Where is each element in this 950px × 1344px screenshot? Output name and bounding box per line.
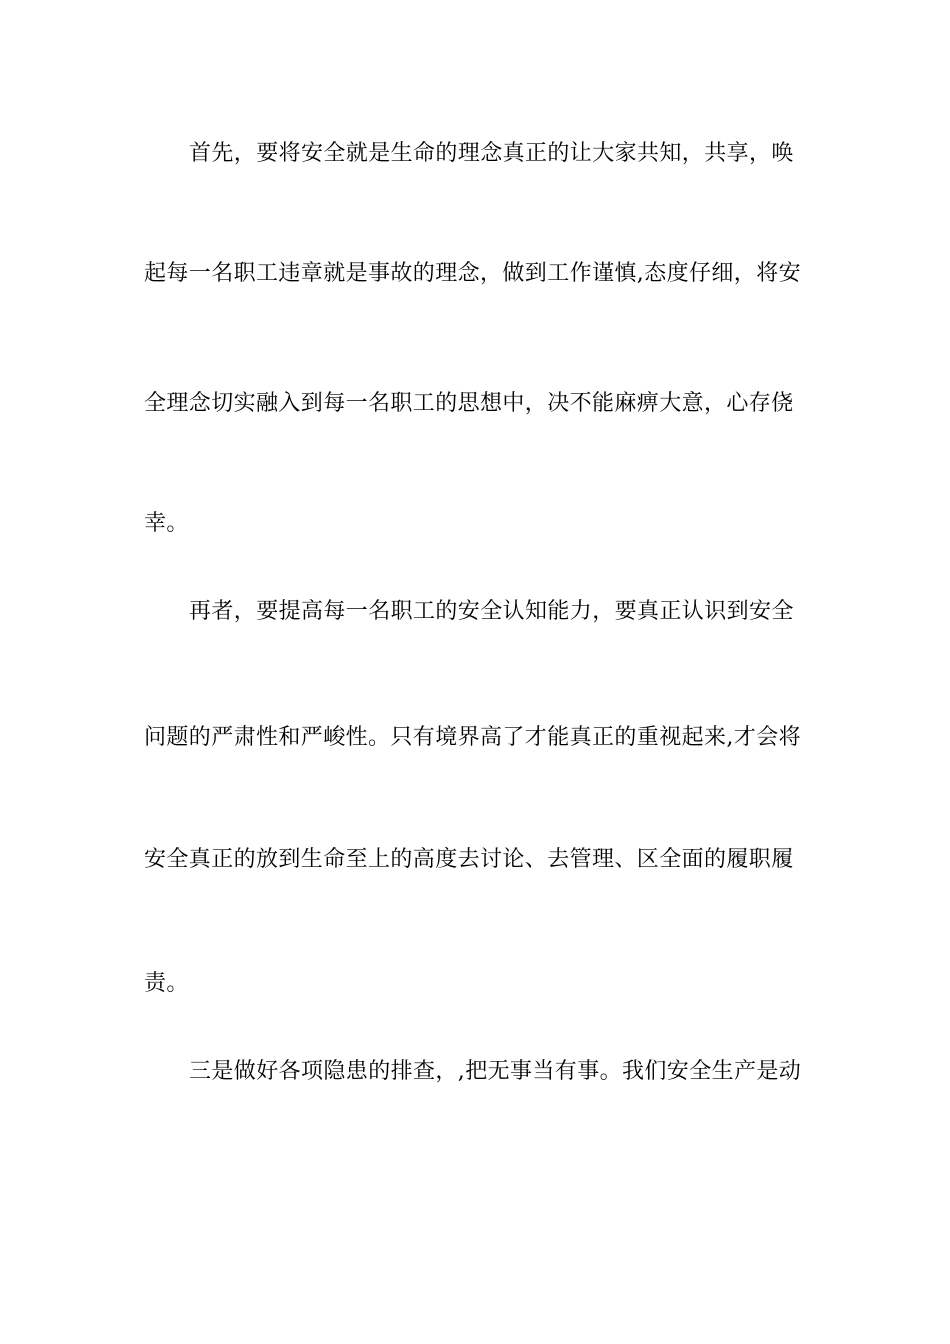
paragraph-2-line-4: 责。 xyxy=(144,971,189,996)
paragraph-2-line-2: 问题的严肃性和严峻性。只有境界高了才能真正的重视起来,才会将 xyxy=(144,725,801,750)
paragraph-1-line-3: 全理念切实融入到每一名职工的思想中，决不能麻痹大意，心存侥 xyxy=(144,391,794,416)
paragraph-3-line-1: 三是做好各项隐患的排查，,把无事当有事。我们安全生产是动 xyxy=(189,1059,802,1084)
paragraph-1-line-2: 起每一名职工违章就是事故的理念，做到工作谨慎,态度仔细，将安 xyxy=(144,261,801,286)
paragraph-1-line-4: 幸。 xyxy=(144,511,189,536)
paragraph-2-line-3: 安全真正的放到生命至上的高度去讨论、去管理、区全面的履职履 xyxy=(144,847,794,872)
paragraph-2-line-1: 再者，要提高每一名职工的安全认知能力，要真正认识到安全 xyxy=(189,599,794,624)
paragraph-1-line-1: 首先，要将安全就是生命的理念真正的让大家共知，共享，唤 xyxy=(189,141,794,166)
